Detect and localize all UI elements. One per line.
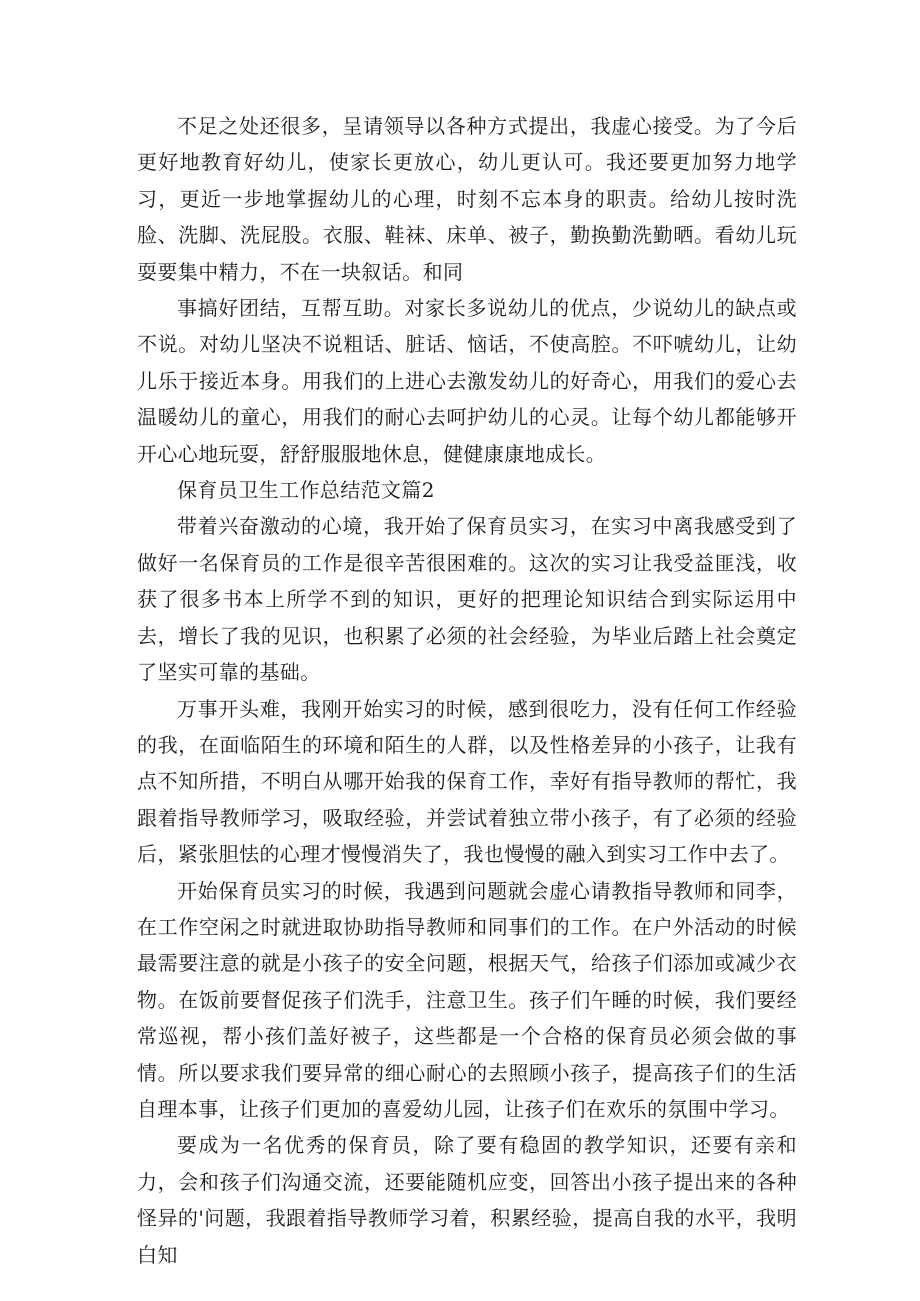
section-heading: 保育员卫生工作总结范文篇2 xyxy=(177,478,435,503)
section-paragraph-3: 开始保育员实习的时候，我遇到问题就会虚心请教指导教师和同李，在工作空闲之时就进取协助指导教师和同事们的工作。在户外活动的时候最需要注意的就是小孩子的安全问题，根据天气，给孩子们添加或减少衣物。在饭前要督促孩子们洗手，注意卫生。孩子们午睡的时候，我们要经常巡视，帮小孩们盖好被子，这些都是一个合格的保育员必须会做的事情。所以要求我们要异常的细心耐心的去照顾小孩子，提高孩子们的生活自理本事，让孩子们更加的喜爱幼儿园，让孩子们在欢乐的氛围中学习。 xyxy=(137,878,797,1121)
document-body xyxy=(137,108,797,1273)
paragraph-2: 事搞好团结，互帮互助。对家长多说幼儿的优点，少说幼儿的缺点或不说。对幼儿坚决不说粗话、脏话、恼话，不使高腔。不吓唬幼儿，让幼儿乐于接近本身。用我们的上进心去激发幼儿的好奇心，用我们的爱心去温暖幼儿的童心，用我们的耐心去呵护幼儿的心灵。让每个幼儿都能够开开心心地玩耍，舒舒服服地休息，健健康康地成长。 xyxy=(137,296,797,466)
section-paragraph-2: 万事开头难，我刚开始实习的时候，感到很吃力，没有任何工作经验的我，在面临陌生的环境和陌生的人群，以及性格差异的小孩子，让我有点不知所措，不明白从哪开始我的保育工作，幸好有指导教师的帮忙，我跟着指导教师学习，吸取经验，并尝试着独立带小孩子，有了必须的经验后，紧张胆怯的心理才慢慢消失了，我也慢慢的融入到实习工作中去了。 xyxy=(137,696,797,867)
paragraph-1: 不足之处还很多，呈请领导以各种方式提出，我虚心接受。为了今后更好地教育好幼儿，使家长更放心，幼儿更认可。我还要更加努力地学习，更近一步地掌握幼儿的心理，时刻不忘本身的职责。给幼儿按时洗脸、洗脚、洗屁股。衣服、鞋袜、床单、被子，勤换勤洗勤晒。看幼儿玩耍要集中精力，不在一块叙话。和同 xyxy=(137,114,797,284)
section-paragraph-1: 带着兴奋激动的心境，我开始了保育员实习，在实习中离我感受到了做好一名保育员的工作是很辛苦很困难的。这次的实习让我受益匪浅，收获了很多书本上所学不到的知识，更好的把理论知识结合到实际运用中去，增长了我的见识，也积累了必须的社会经验，为毕业后踏上社会奠定了坚实可靠的基础。 xyxy=(137,514,797,685)
section-paragraph-4: 要成为一名优秀的保育员，除了要有稳固的教学知识，还要有亲和力，会和孩子们沟通交流，还要能随机应变，回答出小孩子提出来的各种怪异的'问题，我跟着指导教师学习着，积累经验，提高自我的水平，我明白知 xyxy=(137,1133,797,1267)
